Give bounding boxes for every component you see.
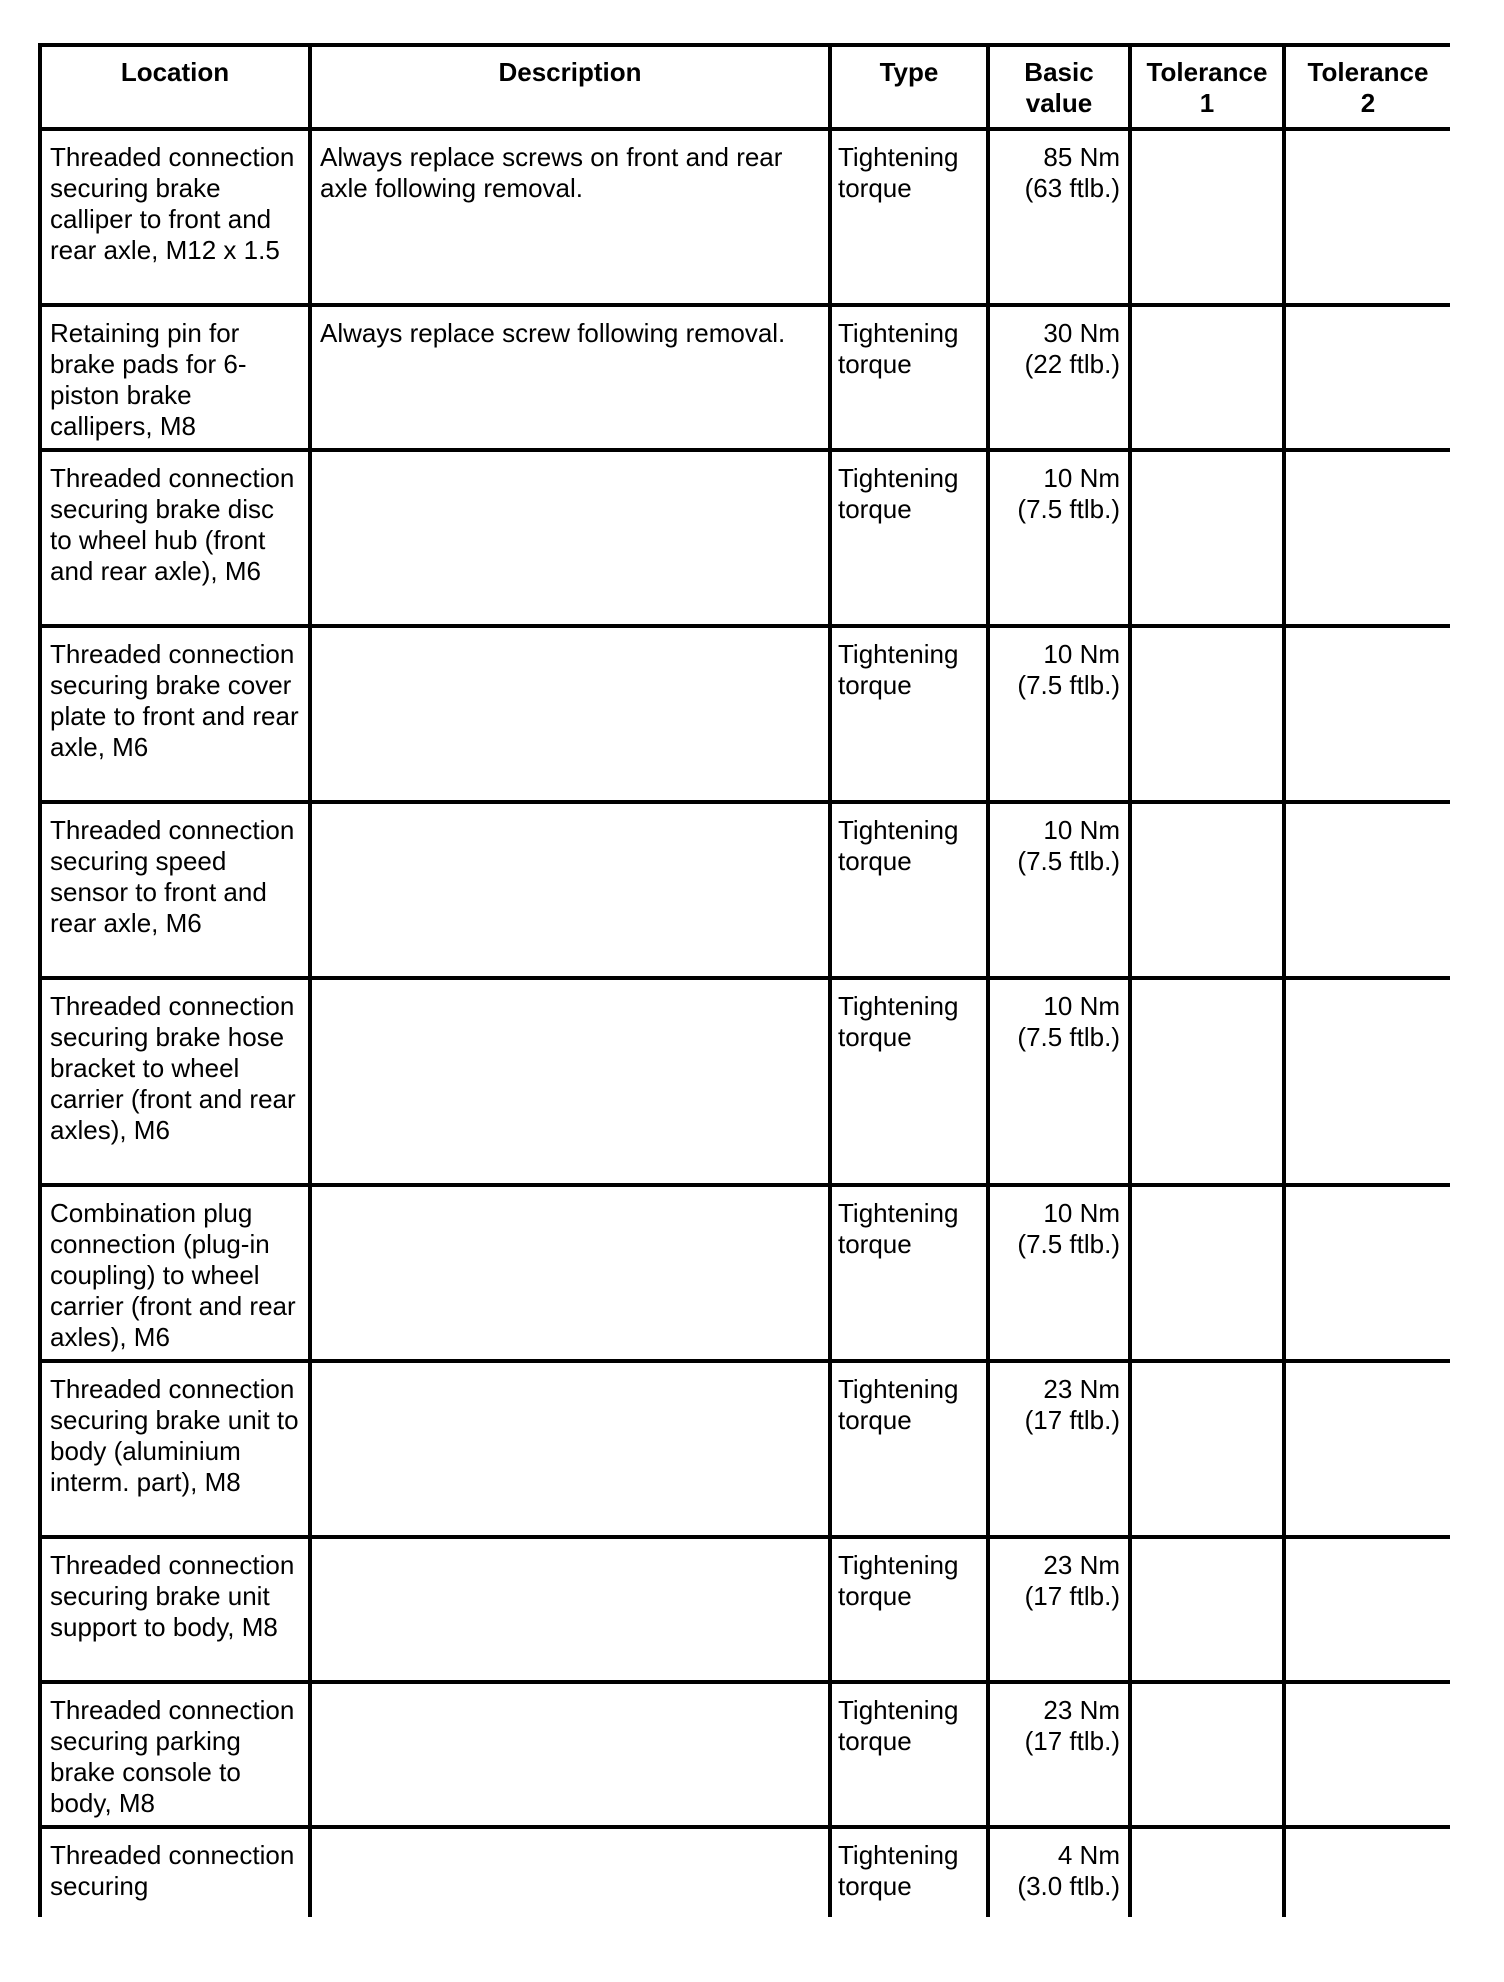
tolerance-1-cell [1130,1827,1284,1917]
table-row [40,1537,1450,1682]
tolerance-2-cell [1284,1185,1450,1361]
tightening-torque-table [38,43,1450,1917]
description-cell [310,1537,830,1682]
basic-value-cell: 4 Nm (3.0 ftlb.) [988,1827,1130,1917]
tolerance-1-cell [1130,1537,1284,1682]
basic-value-cell: 10 Nm (7.5 ftlb.) [988,978,1130,1185]
location-cell: Threaded connection securing parking brake console to body, M8 [40,1682,310,1827]
basic-value-cell: 30 Nm (22 ftlb.) [988,305,1130,450]
type-cell: Tightening torque [830,129,988,305]
tolerance-2-cell [1284,1827,1450,1917]
table-row [40,1682,1450,1827]
description-cell [310,1185,830,1361]
header-description: Description [310,45,830,129]
location-cell: Threaded connection securing brake unit support to body, M8 [40,1537,310,1682]
location-cell: Combination plug connection (plug-in coupling) to wheel carrier (front and rear axles), M6 [40,1185,310,1361]
tolerance-1-cell [1130,626,1284,802]
tolerance-2-cell [1284,802,1450,978]
table-row [40,305,1450,450]
spec-sheet [38,43,1450,1933]
basic-value-cell: 10 Nm (7.5 ftlb.) [988,1185,1130,1361]
tolerance-2-cell [1284,129,1450,305]
basic-value-cell: 23 Nm (17 ftlb.) [988,1682,1130,1827]
description-cell [310,626,830,802]
tolerance-1-cell [1130,1682,1284,1827]
description-cell [310,450,830,626]
location-cell: Threaded connection securing brake disc to wheel hub (front and rear axle), M6 [40,450,310,626]
location-cell: Threaded connection securing [40,1827,310,1917]
type-cell: Tightening torque [830,1361,988,1537]
basic-value-cell: 10 Nm (7.5 ftlb.) [988,626,1130,802]
header-row [40,45,1450,129]
type-cell: Tightening torque [830,626,988,802]
type-cell: Tightening torque [830,1827,988,1917]
tolerance-1-cell [1130,978,1284,1185]
header-tolerance-2: Tolerance 2 [1284,45,1450,129]
table-row [40,450,1450,626]
basic-value-cell: 85 Nm (63 ftlb.) [988,129,1130,305]
location-cell: Threaded connection securing brake hose bracket to wheel carrier (front and rear axles), M6 [40,978,310,1185]
tolerance-1-cell [1130,305,1284,450]
basic-value-cell: 10 Nm (7.5 ftlb.) [988,450,1130,626]
tolerance-1-cell [1130,1361,1284,1537]
location-cell: Threaded connection securing brake unit to body (aluminium interm. part), M8 [40,1361,310,1537]
description-cell [310,1682,830,1827]
table-row [40,1361,1450,1537]
table-row [40,1185,1450,1361]
table-row [40,978,1450,1185]
tolerance-1-cell [1130,802,1284,978]
location-cell: Threaded connection securing brake cover plate to front and rear axle, M6 [40,626,310,802]
tolerance-2-cell [1284,1682,1450,1827]
tolerance-1-cell [1130,450,1284,626]
type-cell: Tightening torque [830,1185,988,1361]
tolerance-1-cell [1130,129,1284,305]
header-basic-value: Basic value [988,45,1130,129]
type-cell: Tightening torque [830,1537,988,1682]
type-cell: Tightening torque [830,802,988,978]
location-cell: Threaded connection securing brake calliper to front and rear axle, M12 x 1.5 [40,129,310,305]
tolerance-2-cell [1284,305,1450,450]
tolerance-2-cell [1284,626,1450,802]
basic-value-cell: 10 Nm (7.5 ftlb.) [988,802,1130,978]
table-row [40,129,1450,305]
header-tolerance-1: Tolerance 1 [1130,45,1284,129]
table-row [40,802,1450,978]
location-cell: Threaded connection securing speed sensor to front and rear axle, M6 [40,802,310,978]
type-cell: Tightening torque [830,450,988,626]
description-cell: Always replace screw following removal. [310,305,830,450]
type-cell: Tightening torque [830,305,988,450]
tolerance-2-cell [1284,1537,1450,1682]
description-cell [310,1361,830,1537]
type-cell: Tightening torque [830,978,988,1185]
description-cell: Always replace screws on front and rear axle following removal. [310,129,830,305]
description-cell [310,802,830,978]
basic-value-cell: 23 Nm (17 ftlb.) [988,1361,1130,1537]
table-row [40,626,1450,802]
tolerance-1-cell [1130,1185,1284,1361]
header-type: Type [830,45,988,129]
type-cell: Tightening torque [830,1682,988,1827]
tolerance-2-cell [1284,978,1450,1185]
location-cell: Retaining pin for brake pads for 6-piston brake callipers, M8 [40,305,310,450]
description-cell [310,1827,830,1917]
table-row [40,1827,1450,1917]
description-cell [310,978,830,1185]
tolerance-2-cell [1284,1361,1450,1537]
basic-value-cell: 23 Nm (17 ftlb.) [988,1537,1130,1682]
header-location: Location [40,45,310,129]
tolerance-2-cell [1284,450,1450,626]
